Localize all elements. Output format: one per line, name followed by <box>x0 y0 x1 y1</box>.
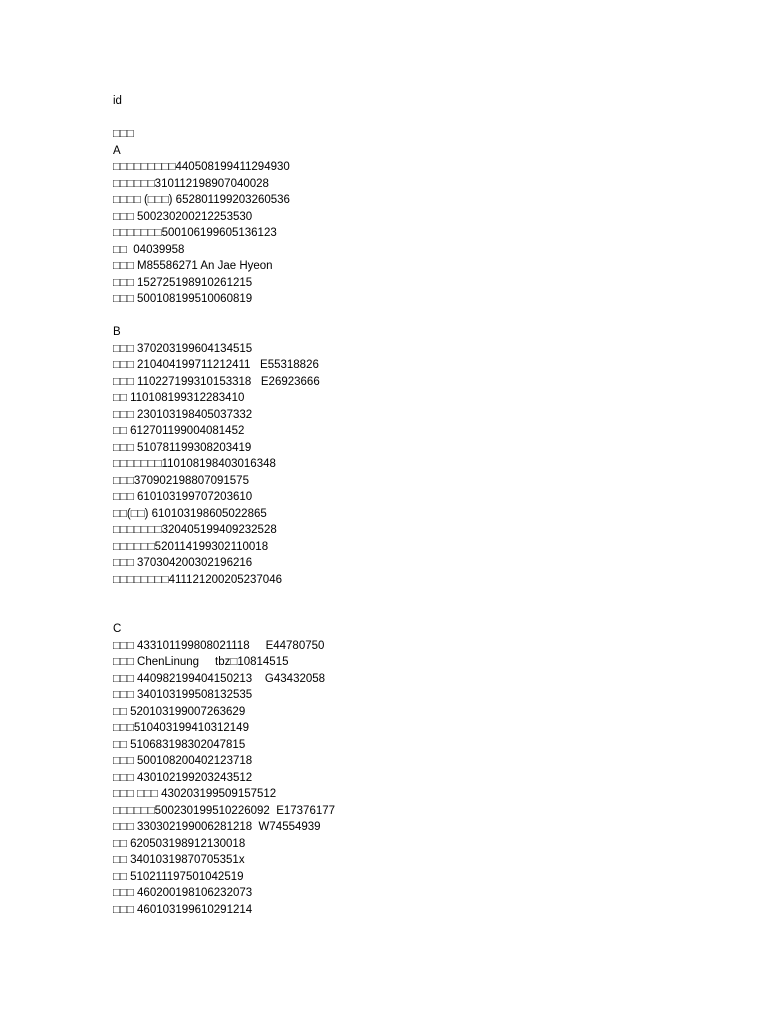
list-item: □□(□□) 610103198605022865 <box>113 507 267 520</box>
list-item: □□□ ChenLinung tbz□10814515 <box>113 656 289 668</box>
list-item: □□ 520103199007263629 <box>113 705 246 718</box>
list-item: □□ 04039958 <box>113 243 185 256</box>
list-item: □□□ 440982199404150213 G43432058 <box>113 672 326 685</box>
section-letter: B <box>113 326 121 338</box>
list-item: □□□□□□310112198907040028 <box>113 177 269 190</box>
document-page <box>113 93 673 918</box>
list-item: □□□ M85586271 An Jae Hyeon <box>113 260 273 272</box>
section-b <box>113 324 673 588</box>
list-item: □□ 612701199004081452 <box>113 425 245 437</box>
list-item: □□ 620503198912130018 <box>113 837 246 850</box>
list-item: □□□ 330302199006281218 W74554939 <box>113 821 321 833</box>
spacer <box>113 588 673 621</box>
list-item: □□□ 110227199310153318 E26923666 <box>113 375 320 388</box>
list-item: □□□□ (□□□) 652801199203260536 <box>113 194 290 206</box>
list-item: □□□ 370304200302196216 <box>113 557 253 569</box>
spacer <box>113 110 673 127</box>
list-item: □□□ 230103198405037332 <box>113 408 253 421</box>
list-item: □□□370902198807091575 <box>113 474 249 487</box>
list-item: □□ 34010319870705351x <box>113 854 245 866</box>
list-item: □□ 510211197501042519 <box>113 870 244 883</box>
section-a <box>113 143 673 308</box>
list-item: □□□ 460103199610291214 <box>113 903 253 916</box>
list-item: □□□ □□□ 430203199509157512 <box>113 788 277 800</box>
list-item: □□□□□□□□411121200205237046 <box>113 573 282 586</box>
section-letter: C <box>113 623 122 635</box>
list-item: □□ 110108199312283410 <box>113 392 245 404</box>
list-item: □□□□□□500230199510226092 E17376177 <box>113 804 336 817</box>
list-item: □□□ 500108199510060819 <box>113 293 253 305</box>
list-item: □□□ 430102199203243512 <box>113 771 253 784</box>
list-item: □□□ 510781199308203419 <box>113 441 252 454</box>
list-item: □□ 510683198302047815 <box>113 738 246 751</box>
list-item: □□□ 340103199508132535 <box>113 689 253 701</box>
doc-subheading: □□□ <box>113 128 134 140</box>
list-item: □□□□□□□500106199605136123 <box>113 227 277 239</box>
list-item: □□□510403199410312149 <box>113 722 249 734</box>
list-item: □□□ 500230200212253530 <box>113 210 253 223</box>
doc-heading: id <box>113 95 122 107</box>
section-c <box>113 621 673 918</box>
list-item: □□□□□□520114199302110018 <box>113 540 269 553</box>
list-item: □□□□□□□110108198403016348 <box>113 458 276 470</box>
spacer <box>113 308 673 325</box>
list-item: □□□□□□□□□440508199411294930 <box>113 161 290 173</box>
list-item: □□□ 433101199808021118 E44780750 <box>113 639 325 652</box>
list-item: □□□ 152725198910261215 <box>113 276 253 289</box>
list-item: □□□ 610103199707203610 <box>113 491 253 503</box>
list-item: □□□ 210404199711212411 E55318826 <box>113 359 319 371</box>
list-item: □□□ 460200198106232073 <box>113 887 253 899</box>
list-item: □□□ 500108200402123718 <box>113 755 253 767</box>
list-item: □□□ 370203199604134515 <box>113 342 253 355</box>
section-letter: A <box>113 144 121 157</box>
list-item: □□□□□□□320405199409232528 <box>113 524 277 536</box>
